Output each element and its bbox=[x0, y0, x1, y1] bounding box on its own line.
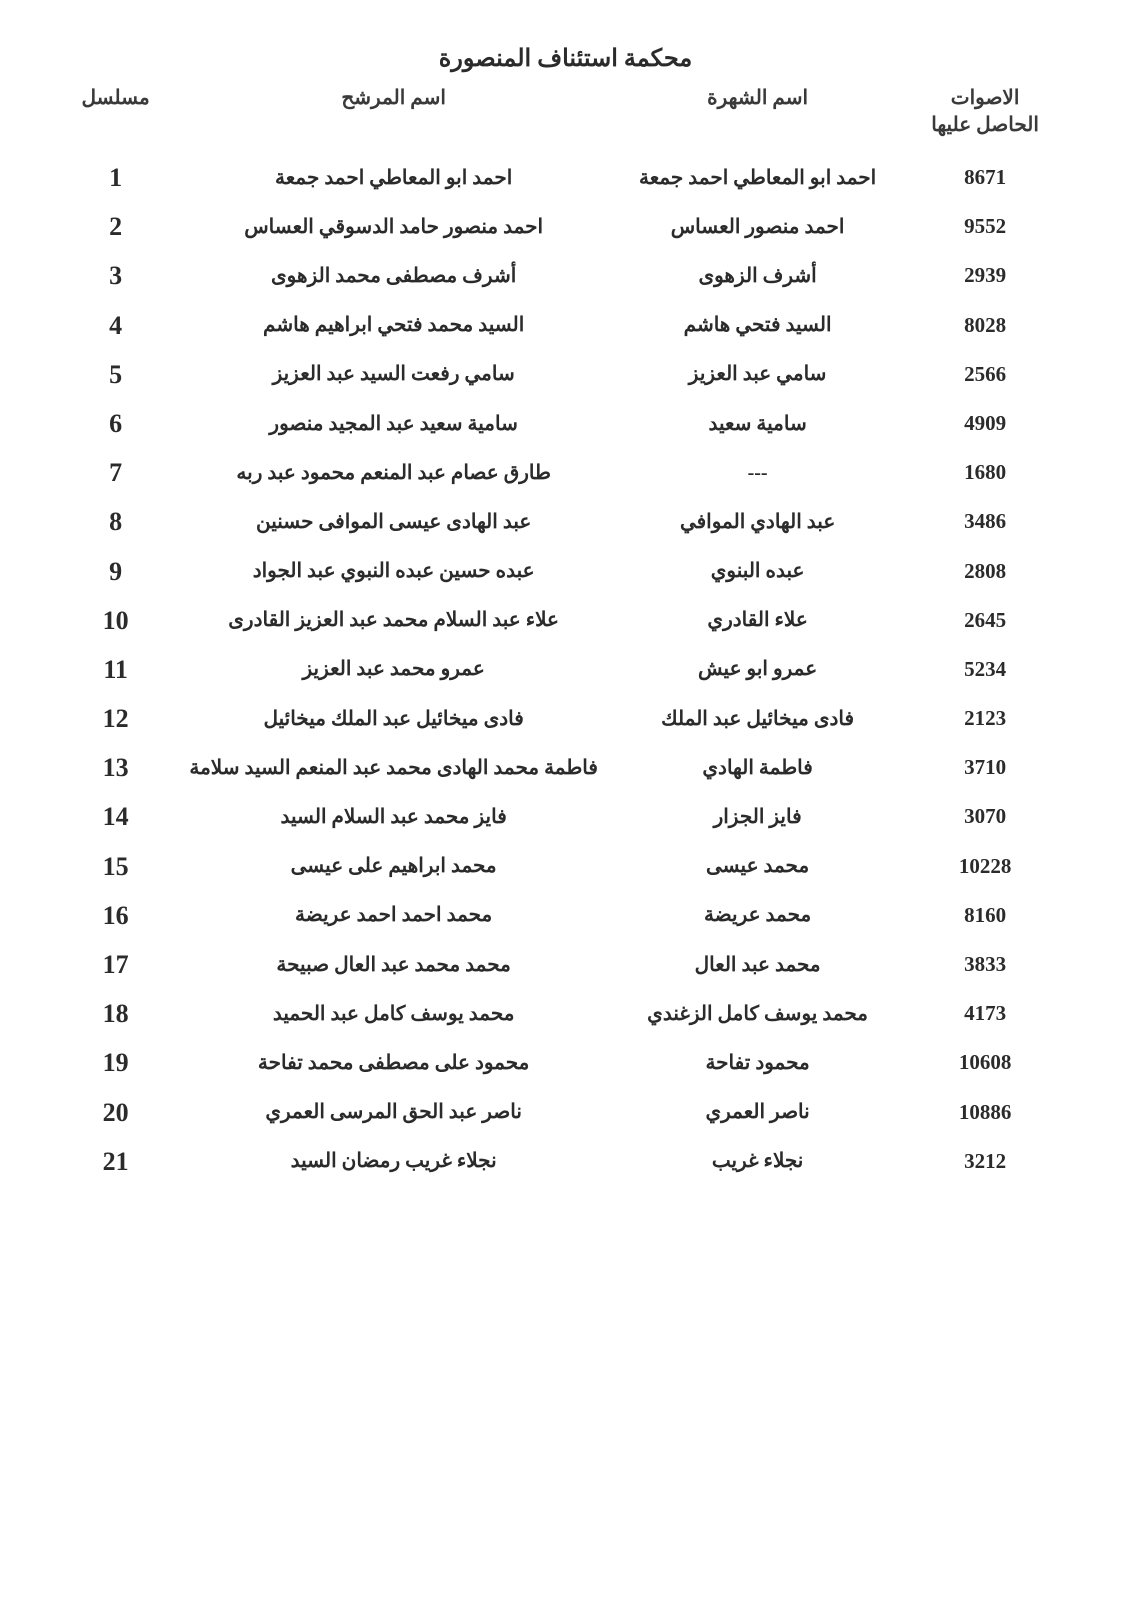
cell-candidate-name: محمد محمد عبد العال صبيحة bbox=[276, 953, 511, 976]
table-row bbox=[60, 497, 1071, 546]
cell-votes: 9552 bbox=[964, 214, 1007, 239]
cell-candidate-name: السيد محمد فتحي ابراهيم هاشم bbox=[263, 314, 525, 337]
cell-serial: 20 bbox=[102, 1097, 129, 1127]
cell-candidate-name: سامية سعيد عبد المجيد منصور bbox=[269, 412, 518, 435]
cell-fame-name: نجلاء غريب bbox=[711, 1150, 804, 1173]
cell-votes: 3833 bbox=[964, 952, 1007, 976]
cell-votes: 2808 bbox=[964, 558, 1007, 583]
cell-serial: 3 bbox=[109, 261, 123, 291]
column-header-votes-line2: الحاصل عليها bbox=[931, 114, 1039, 136]
cell-fame-name: عبد الهادي الموافي bbox=[679, 510, 836, 533]
cell-candidate-name: محمود على مصطفى محمد تفاحة bbox=[257, 1051, 530, 1074]
cell-fame-name: ناصر العمري bbox=[705, 1101, 810, 1124]
table-row bbox=[60, 842, 1071, 891]
cell-votes: 8028 bbox=[964, 312, 1007, 337]
cell-candidate-name: ناصر عبد الحق المرسى العمري bbox=[265, 1101, 522, 1124]
cell-votes: 4909 bbox=[964, 410, 1007, 435]
cell-votes: 10228 bbox=[958, 853, 1012, 878]
cell-fame-name: علاء القادري bbox=[707, 609, 808, 632]
table-row bbox=[60, 153, 1071, 202]
table-row bbox=[60, 202, 1071, 251]
table-row bbox=[60, 1137, 1071, 1186]
cell-candidate-name: فايز محمد عبد السلام السيد bbox=[280, 806, 507, 829]
cell-fame-name: محمد يوسف كامل الزغندي bbox=[647, 1002, 869, 1025]
cell-votes: 3486 bbox=[964, 509, 1007, 534]
cell-serial: 16 bbox=[102, 900, 129, 930]
table-row bbox=[60, 940, 1071, 989]
cell-fame-name: احمد ابو المعاطي احمد جمعة bbox=[638, 166, 877, 189]
cell-serial: 4 bbox=[109, 310, 123, 340]
table-row bbox=[60, 547, 1071, 596]
cell-serial: 13 bbox=[102, 753, 129, 783]
cell-votes: 2939 bbox=[964, 263, 1007, 288]
table-row bbox=[60, 989, 1071, 1038]
election-results-table bbox=[60, 81, 1071, 1186]
cell-candidate-name: احمد ابو المعاطي احمد جمعة bbox=[275, 166, 513, 189]
table-header-row bbox=[60, 81, 1071, 153]
cell-votes: 2566 bbox=[964, 361, 1007, 386]
table-row bbox=[60, 891, 1071, 940]
cell-votes: 3212 bbox=[964, 1148, 1007, 1173]
cell-votes: 1680 bbox=[964, 460, 1007, 485]
column-header-fame-name: اسم الشهرة bbox=[707, 87, 809, 109]
cell-candidate-name: احمد منصور حامد الدسوقي العساس bbox=[244, 215, 544, 238]
cell-candidate-name: محمد احمد احمد عريضة bbox=[295, 904, 493, 927]
cell-votes: 5234 bbox=[964, 656, 1007, 681]
cell-fame-name: محمد عريضة bbox=[703, 904, 812, 927]
cell-votes: 2645 bbox=[964, 607, 1007, 632]
cell-candidate-name: عبده حسين عبده النبوي عبد الجواد bbox=[252, 560, 535, 583]
table-row bbox=[60, 645, 1071, 694]
cell-serial: 9 bbox=[109, 556, 123, 586]
cell-votes: 3710 bbox=[964, 755, 1007, 780]
cell-votes: 10608 bbox=[958, 1050, 1012, 1075]
cell-candidate-name: فادى ميخائيل عبد الملك ميخائيل bbox=[263, 707, 524, 730]
table-row bbox=[60, 399, 1071, 448]
cell-serial: 19 bbox=[102, 1048, 129, 1078]
cell-serial: 21 bbox=[102, 1146, 129, 1176]
table-row bbox=[60, 694, 1071, 743]
page-title: محكمة استئناف المنصورة bbox=[438, 46, 693, 72]
cell-serial: 2 bbox=[109, 212, 123, 242]
table-row bbox=[60, 448, 1071, 497]
table-header bbox=[60, 81, 1071, 153]
cell-candidate-name: علاء عبد السلام محمد عبد العزيز القادرى bbox=[228, 609, 559, 632]
cell-fame-name: --- bbox=[747, 461, 768, 484]
cell-fame-name: محمد عيسى bbox=[706, 855, 810, 878]
table-row bbox=[60, 251, 1071, 300]
cell-serial: 17 bbox=[102, 950, 129, 979]
cell-candidate-name: أشرف مصطفى محمد الزهوى bbox=[271, 264, 517, 287]
cell-serial: 14 bbox=[102, 802, 129, 832]
cell-fame-name: فاطمة الهادي bbox=[702, 756, 813, 779]
cell-fame-name: احمد منصور العساس bbox=[670, 215, 845, 238]
cell-candidate-name: نجلاء غريب رمضان السيد bbox=[290, 1150, 497, 1173]
table-row bbox=[60, 1088, 1071, 1137]
cell-candidate-name: عمرو محمد عبد العزيز bbox=[302, 658, 485, 681]
table-row bbox=[60, 301, 1071, 350]
cell-serial: 11 bbox=[103, 654, 128, 684]
cell-fame-name: سامي عبد العزيز bbox=[688, 363, 827, 386]
cell-candidate-name: طارق عصام عبد المنعم محمود عبد ربه bbox=[236, 461, 551, 484]
cell-fame-name: أشرف الزهوى bbox=[698, 264, 817, 287]
table-row bbox=[60, 792, 1071, 841]
cell-votes: 4173 bbox=[964, 1001, 1007, 1026]
table-row bbox=[60, 596, 1071, 645]
column-header-votes-line1: الاصوات bbox=[950, 87, 1020, 109]
cell-candidate-name: فاطمة محمد الهادى محمد عبد المنعم السيد سلامة bbox=[189, 756, 598, 779]
column-header-serial: مسلسل bbox=[81, 87, 150, 109]
cell-serial: 7 bbox=[109, 458, 123, 488]
cell-serial: 5 bbox=[109, 359, 123, 389]
cell-votes: 8671 bbox=[964, 165, 1007, 189]
table-row bbox=[60, 350, 1071, 399]
cell-candidate-name: عبد الهادى عيسى الموافى حسنين bbox=[255, 510, 532, 533]
cell-candidate-name: محمد ابراهيم على عيسى bbox=[290, 855, 497, 878]
cell-serial: 1 bbox=[109, 163, 123, 192]
cell-fame-name: محمد عبد العال bbox=[694, 953, 821, 976]
cell-fame-name: عبده البنوي bbox=[710, 560, 805, 583]
cell-candidate-name: محمد يوسف كامل عبد الحميد bbox=[272, 1002, 515, 1025]
column-header-candidate-name: اسم المرشح bbox=[341, 87, 446, 109]
cell-fame-name: فايز الجزار bbox=[713, 806, 802, 829]
cell-votes: 3070 bbox=[964, 804, 1007, 829]
table-row bbox=[60, 743, 1071, 792]
cell-serial: 15 bbox=[102, 851, 129, 881]
cell-candidate-name: سامي رفعت السيد عبد العزيز bbox=[272, 363, 515, 386]
cell-fame-name: سامية سعيد bbox=[708, 412, 807, 435]
cell-serial: 18 bbox=[102, 999, 129, 1029]
cell-serial: 12 bbox=[102, 704, 129, 734]
table-body bbox=[60, 153, 1071, 1186]
cell-serial: 10 bbox=[102, 605, 129, 635]
cell-fame-name: محمود تفاحة bbox=[705, 1051, 810, 1074]
column-header-votes bbox=[899, 81, 1071, 153]
cell-serial: 6 bbox=[109, 408, 123, 438]
cell-votes: 10886 bbox=[958, 1099, 1012, 1124]
table-row bbox=[60, 1038, 1071, 1087]
cell-fame-name: فادى ميخائيل عبد الملك bbox=[661, 707, 855, 730]
cell-votes: 8160 bbox=[964, 902, 1007, 927]
cell-serial: 8 bbox=[109, 507, 123, 537]
cell-votes: 2123 bbox=[964, 706, 1007, 731]
cell-fame-name: عمرو ابو عيش bbox=[698, 658, 818, 681]
cell-fame-name: السيد فتحي هاشم bbox=[683, 314, 832, 337]
